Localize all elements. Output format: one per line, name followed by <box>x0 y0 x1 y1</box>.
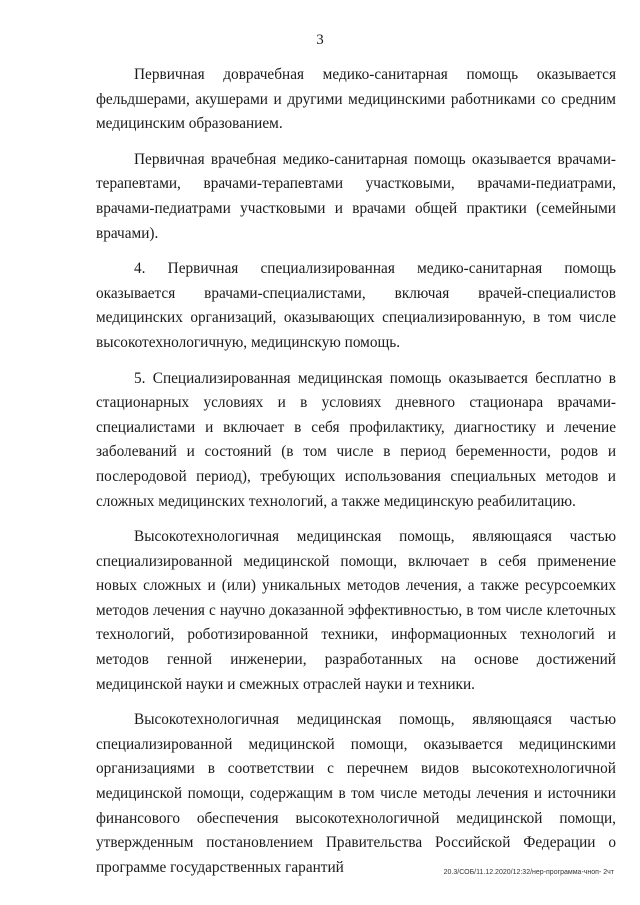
paragraph-high-tech-care-provision: Высокотехнологичная медицинская помощь, являющаяся частью специализированной медицинской помощи, оказывается медицинскими организациями в соответствии с перечнем видов высокотехнологичной медицинской помощи, содержащим в том числе методы лечения и источники финансового обеспечения высокотехнологичной медицинской помощи, утвержденным постановлением Правительства Российской Федерации о программе государственных гарантий <box>96 711 616 876</box>
paragraph-specialized-primary-care: 4. Первичная специализированная медико-санитарная помощь оказывается врачами-специалистами, включая врачей-специалистов медицинских организаций, оказывающих специализированную, в том числе высокотехнологичную, медицинскую помощь. <box>96 260 616 351</box>
paragraph-physician-care: Первичная врачебная медико-санитарная помощь оказывается врачами-терапевтами, врачами-терапевтами участковыми, врачами-педиатрами, врачами-педиатрами участковыми и врачами общей практики (семейными врачами). <box>96 150 616 242</box>
footer-document-code: 20.3/СОБ/11.12.2020/12:32/нер-программа-чноп- 2чт <box>443 869 614 876</box>
page-number: 3 <box>316 32 324 48</box>
paragraph-specialized-care: 5. Специализированная медицинская помощь оказывается бесплатно в стационарных условиях и в условиях дневного стационара врачами-специалистами и включает в себя профилактику, диагностику и лечение заболеваний и состояний (в том числе в период беременности, родов и послеродовой период), требующих использования специальных методов и сложных медицинских технологий, а также медицинскую реабилитацию. <box>96 369 616 510</box>
body-text <box>96 63 616 891</box>
paragraph-feldsher-care: Первичная доврачебная медико-санитарная помощь оказывается фельдшерами, акушерами и другими медицинскими работниками со средним медицинским образованием. <box>96 66 616 133</box>
paragraph-high-tech-care-definition: Высокотехнологичная медицинская помощь, являющаяся частью специализированной медицинской помощи, включает в себя применение новых сложных и (или) уникальных методов лечения, а также ресурсоемких методов лечения с научно доказанной эффективностью, в том числе клеточных технологий, роботизированной техники, информационных технологий и методов генной инженерии, разработанных на основе достижений медицинской науки и смежных отраслей науки и техники. <box>96 528 616 693</box>
